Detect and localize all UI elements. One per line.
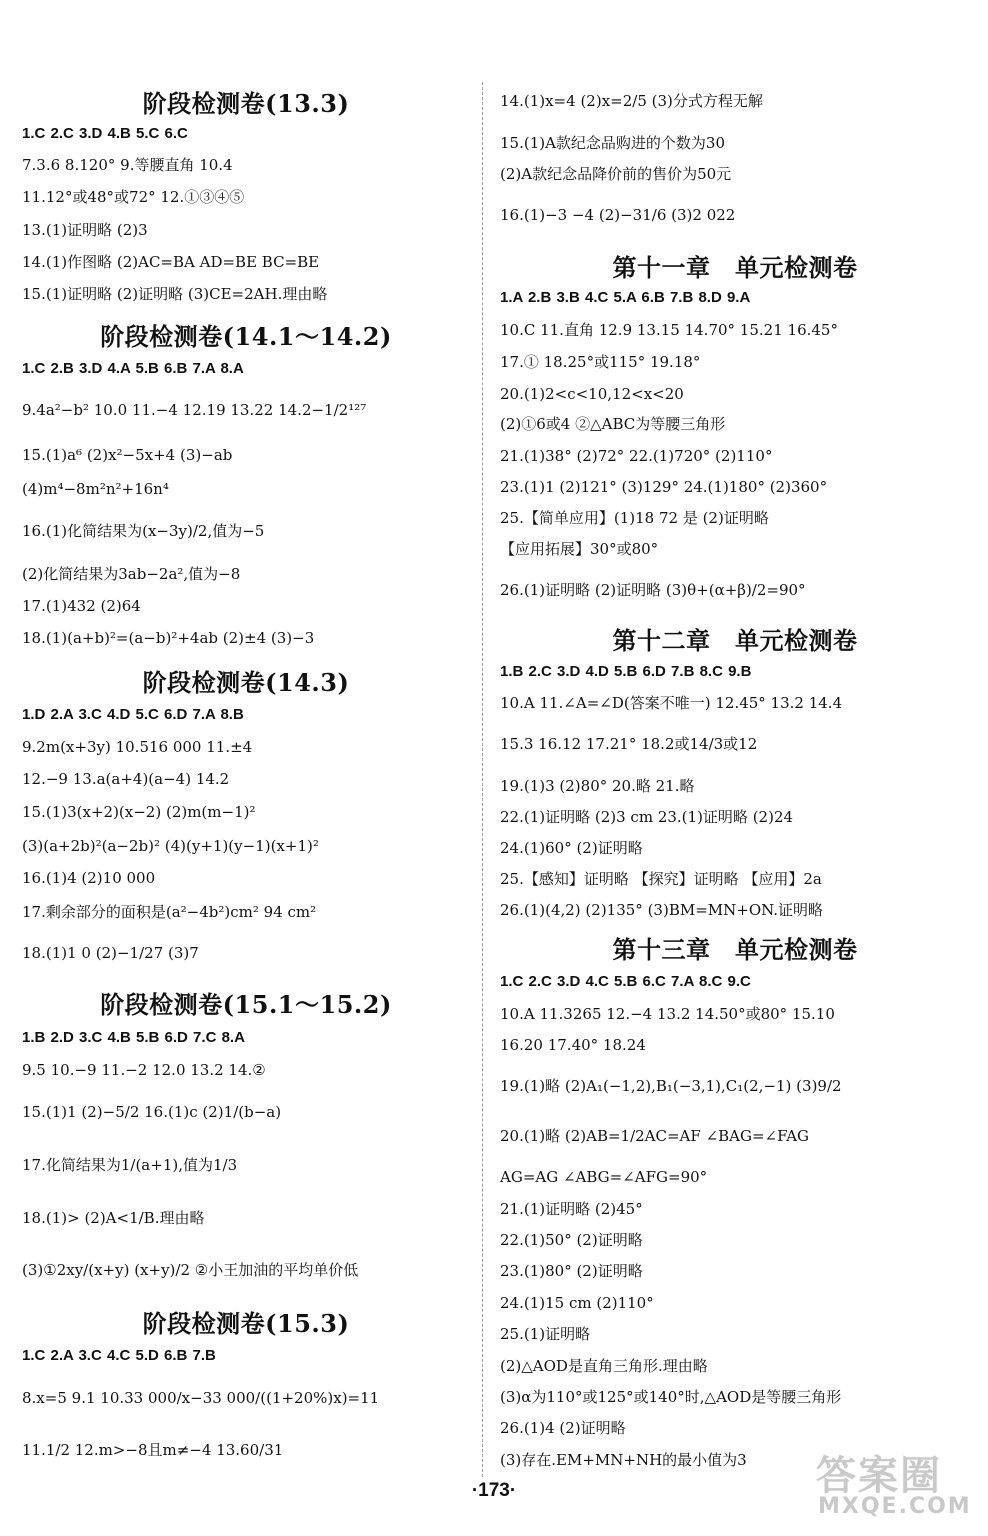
answer-line: 15.(1)3(x+2)(x−2) (2)m(m−1)² [22,803,256,821]
answer-line: 26.(1)证明略 (2)证明略 (3)θ+(α+β)/2=90° [500,581,806,599]
answer-line: 10.C 11.直角 12.9 13.15 14.70° 15.21 16.45° [500,321,838,339]
answer-line: 1.C 2.C 3.D 4.C 5.B 6.C 7.A 8.C 9.C [500,973,751,990]
answer-line: 14.(1)作图略 (2)AC=BA AD=BE BC=BE [22,253,320,271]
watermark-url: MXQE.COM [818,1494,972,1519]
answer-line: 10.A 11.∠A=∠D(答案不唯一) 12.45° 13.2 14.4 [500,694,843,712]
answer-line: 22.(1)50° (2)证明略 [500,1231,643,1249]
answer-line: 9.4a²−b² 10.0 11.−4 12.19 13.22 14.2−1/2¹²⁷ [22,401,367,419]
column-divider [482,82,483,1477]
answer-line: (2)△AOD是直角三角形.理由略 [500,1357,708,1375]
answer-line: 17.化简结果为1/(a+1),值为1/3 [22,1156,238,1174]
answer-line: 15.(1)A款纪念品购进的个数为30 [500,134,726,152]
answer-line: 18.(1)1 0 (2)−1/27 (3)7 [22,944,199,962]
section-heading: 第十二章 单元检测卷 [612,626,858,655]
answer-line: 24.(1)60° (2)证明略 [500,839,643,857]
answer-line: (3)α为110°或125°或140°时,△AOD是等腰三角形 [500,1388,842,1406]
answer-line: 11.12°或48°或72° 12.①③④⑤ [22,188,245,206]
answer-line: 9.2m(x+3y) 10.516 000 11.±4 [22,738,253,756]
answer-line: 26.(1)(4,2) (2)135° (3)BM=MN+ON.证明略 [500,901,824,919]
answer-line: 1.B 2.D 3.C 4.B 5.B 6.D 7.C 8.A [22,1029,245,1046]
answer-line: 15.(1)证明略 (2)证明略 (3)CE=2AH.理由略 [22,285,328,303]
answer-line: 21.(1)38° (2)72° 22.(1)720° (2)110° [500,447,773,465]
answer-line: 21.(1)证明略 (2)45° [500,1200,643,1218]
answer-line: 19.(1)3 (2)80° 20.略 21.略 [500,777,695,795]
answer-line: (2)A款纪念品降价前的售价为50元 [500,165,732,183]
answer-line: 15.3 16.12 17.21° 18.2或14/3或12 [500,735,758,753]
answer-line: 25.【感知】证明略 【探究】证明略 【应用】2a [500,870,822,888]
answer-line: 8.x=5 9.1 10.33 000/x−33 000/((1+20%)x)=11 [22,1389,380,1407]
answer-line: 16.(1)化简结果为(x−3y)/2,值为−5 [22,522,265,540]
answer-line: 11.1/2 12.m>−8且m≠−4 13.60/31 [22,1441,284,1459]
watermark-logo [806,1442,976,1522]
answer-line: 22.(1)证明略 (2)3 cm 23.(1)证明略 (2)24 [500,808,794,826]
answer-line: 1.D 2.A 3.C 4.D 5.C 6.D 7.A 8.B [22,706,244,723]
answer-line: 18.(1)> (2)A<1/B.理由略 [22,1209,205,1227]
answer-line: 26.(1)4 (2)证明略 [500,1419,626,1437]
page-number: ·173· [471,1480,517,1501]
answer-line: 【应用拓展】30°或80° [500,540,659,558]
section-heading: 阶段检测卷(15.1～15.2) [100,990,392,1019]
watermark-text: 答案圈 [816,1453,942,1499]
answer-line: 1.C 2.C 3.D 4.B 5.C 6.C [22,125,188,142]
answer-line: 20.(1)2<c<10,12<x<20 [500,385,684,403]
answer-line: 17.(1)432 (2)64 [22,597,141,615]
answer-line: 1.B 2.C 3.D 4.D 5.B 6.D 7.B 8.C 9.B [500,663,752,680]
answer-line: 14.(1)x=4 (2)x=2/5 (3)分式方程无解 [500,92,763,110]
answer-line: 19.(1)略 (2)A₁(−1,2),B₁(−3,1),C₁(2,−1) (3)9/2 [500,1077,842,1095]
answer-line: 13.(1)证明略 (2)3 [22,221,148,239]
answer-line: 23.(1)1 (2)121° (3)129° 24.(1)180° (2)360° [500,478,828,496]
answer-line: 23.(1)80° (2)证明略 [500,1262,643,1280]
section-heading: 第十一章 单元检测卷 [612,253,858,282]
answer-line: (4)m⁴−8m²n²+16n⁴ [22,480,169,498]
answer-line: 12.−9 13.a(a+4)(a−4) 14.2 [22,770,230,788]
answer-line: 16.(1)−3 −4 (2)−31/6 (3)2 022 [500,206,736,224]
answer-line: 9.5 10.−9 11.−2 12.0 13.2 14.② [22,1061,266,1079]
answer-line: 17.① 18.25°或115° 19.18° [500,353,701,371]
answer-line: 25.【简单应用】(1)18 72 是 (2)证明略 [500,509,769,527]
section-heading: 阶段检测卷(13.3) [142,89,350,118]
answer-line: 1.C 2.B 3.D 4.A 5.B 6.B 7.A 8.A [22,360,244,377]
answer-line: 15.(1)1 (2)−5/2 16.(1)c (2)1/(b−a) [22,1103,282,1121]
answer-line: 1.A 2.B 3.B 4.C 5.A 6.B 7.B 8.D 9.A [500,289,751,306]
answer-line: 18.(1)(a+b)²=(a−b)²+4ab (2)±4 (3)−3 [22,629,315,647]
answer-line: 1.C 2.A 3.C 4.C 5.D 6.B 7.B [22,1347,216,1364]
section-heading: 阶段检测卷(14.1～14.2) [100,322,392,351]
answer-line: 25.(1)证明略 [500,1325,591,1343]
answer-line: AG=AG ∠ABG=∠AFG=90° [500,1168,708,1186]
answer-line: (3)存在.EM+MN+NH的最小值为3 [500,1451,747,1469]
section-heading: 第十三章 单元检测卷 [612,935,858,964]
answer-line: 20.(1)略 (2)AB=1/2AC=AF ∠BAG=∠FAG [500,1127,810,1145]
answer-line: 16.(1)4 (2)10 000 [22,869,156,887]
answer-line: 7.3.6 8.120° 9.等腰直角 10.4 [22,156,233,174]
answer-line: (3)①2xy/(x+y) (x+y)/2 ②小王加油的平均单价低 [22,1261,359,1279]
answer-line: 17.剩余部分的面积是(a²−4b²)cm² 94 cm² [22,903,317,921]
answer-line: 10.A 11.3265 12.−4 13.2 14.50°或80° 15.10 [500,1005,835,1023]
answer-line: (2)化简结果为3ab−2a²,值为−8 [22,565,241,583]
answer-line: 16.20 17.40° 18.24 [500,1036,646,1054]
answer-line: 24.(1)15 cm (2)110° [500,1294,654,1312]
answer-line: (3)(a+2b)²(a−2b)² (4)(y+1)(y−1)(x+1)² [22,837,319,855]
answer-line: 15.(1)a⁶ (2)x²−5x+4 (3)−ab [22,446,233,464]
section-heading: 阶段检测卷(15.3) [142,1309,350,1338]
answer-line: (2)①6或4 ②△ABC为等腰三角形 [500,415,726,433]
section-heading: 阶段检测卷(14.3) [142,668,350,697]
